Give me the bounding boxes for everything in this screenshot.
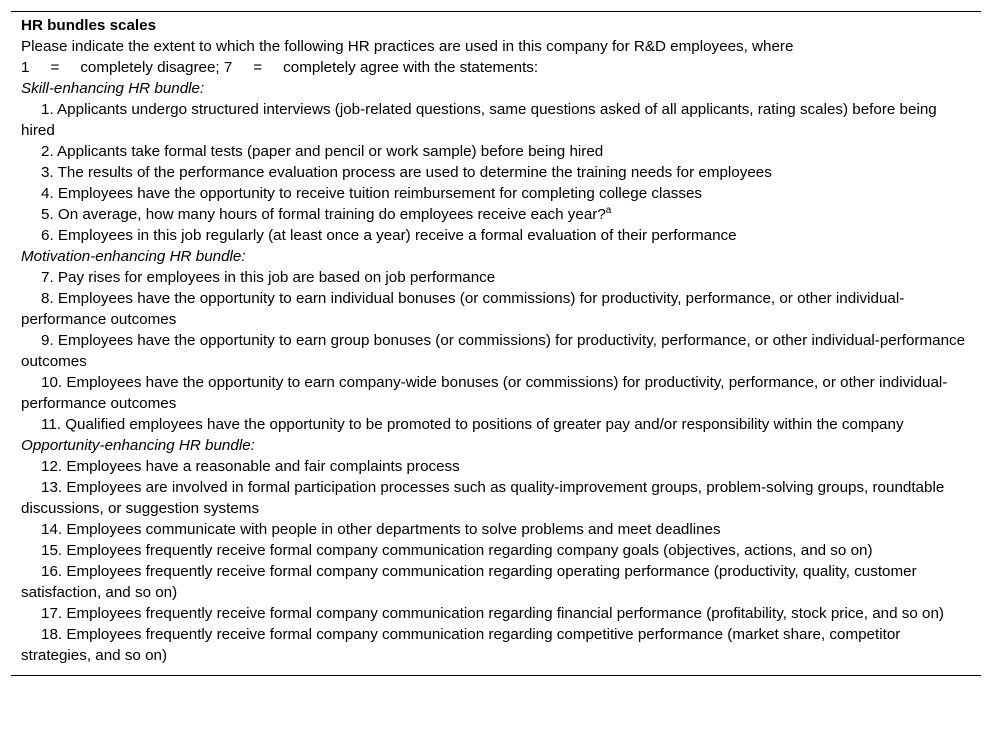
scale-high-label: completely agree with the statements:: [283, 59, 539, 76]
scale-definition: [21, 57, 971, 78]
scale-item-text: 18. Employees frequently receive formal company communication regarding competitive performance (market share, competitor strategies, and so on): [21, 626, 901, 664]
scale-item: [21, 519, 971, 540]
scale-equals-2: =: [253, 59, 263, 76]
scale-item: [21, 414, 971, 435]
scale-item-text: 10. Employees have the opportunity to earn company-wide bonuses (or commissions) for productivity, performance, or other individual-performance outcomes: [21, 374, 948, 412]
scale-item: [21, 603, 971, 624]
table-title: HR bundles scales: [21, 17, 157, 34]
scale-item-text: 6. Employees in this job regularly (at least once a year) receive a formal evaluation of their performance: [41, 227, 737, 244]
scale-item: [21, 540, 971, 561]
scale-item: [21, 183, 971, 204]
scale-item-text: 1. Applicants undergo structured interviews (job-related questions, same questions asked of all applicants, rating scales) before being hired: [21, 101, 937, 139]
scale-item-text: 13. Employees are involved in formal participation processes such as quality-improvement groups, problem-solving groups, roundtable discussions, or suggestion systems: [21, 479, 945, 517]
scale-equals-1: =: [50, 59, 60, 76]
scale-item-text: 3. The results of the performance evaluation process are used to determine the training needs for employees: [41, 164, 772, 181]
scale-item-text: 17. Employees frequently receive formal company communication regarding financial performance (profitability, stock price, and so on): [41, 605, 944, 622]
scale-low-number: 1: [21, 59, 30, 76]
scale-item-text: 15. Employees frequently receive formal company communication regarding company goals (objectives, actions, and so on): [41, 542, 873, 559]
scale-item: [21, 99, 971, 141]
section-heading: Opportunity-enhancing HR bundle:: [21, 437, 255, 454]
scale-item-text: 5. On average, how many hours of formal training do employees receive each year?: [41, 206, 606, 223]
section-heading: Motivation-enhancing HR bundle:: [21, 248, 246, 265]
scale-item-text: 4. Employees have the opportunity to receive tuition reimbursement for completing college classes: [41, 185, 702, 202]
scale-item: [21, 225, 971, 246]
scale-item-text: 12. Employees have a reasonable and fair complaints process: [41, 458, 460, 475]
instruction-text: Please indicate the extent to which the following HR practices are used in this company for R&D employees, where: [21, 38, 794, 55]
scale-item: [21, 288, 971, 330]
section-heading: Skill-enhancing HR bundle:: [21, 80, 205, 97]
scale-item-text: 2. Applicants take formal tests (paper and pencil or work sample) before being hired: [41, 143, 604, 160]
scale-item-text: 7. Pay rises for employees in this job are based on job performance: [41, 269, 496, 286]
sections-container: [21, 78, 971, 666]
scale-item: [21, 477, 971, 519]
footnote-marker: a: [605, 204, 612, 216]
scale-item-text: 14. Employees communicate with people in other departments to solve problems and meet deadlines: [41, 521, 721, 538]
scale-item: [21, 162, 971, 183]
scale-item: [21, 141, 971, 162]
scale-item: [21, 372, 971, 414]
scale-item-text: 11. Qualified employees have the opportunity to be promoted to positions of greater pay and/or responsibility within the company: [41, 416, 904, 433]
scale-item-text: 8. Employees have the opportunity to earn individual bonuses (or commissions) for productivity, performance, or other individual-performance outcomes: [21, 290, 905, 328]
scale-item: [21, 267, 971, 288]
scale-item: [21, 561, 971, 603]
scale-item: [21, 624, 971, 666]
scale-item-text: 9. Employees have the opportunity to earn group bonuses (or commissions) for productivity, performance, or other individual-performance outcomes: [21, 332, 966, 370]
scale-item: [21, 330, 971, 372]
scale-low-label: completely disagree; 7: [80, 59, 233, 76]
scale-item: [21, 204, 971, 225]
scale-item: [21, 456, 971, 477]
hr-bundles-table: [11, 11, 981, 676]
scale-item-text: 16. Employees frequently receive formal company communication regarding operating performance (productivity, quality, customer satisfaction, and so on): [21, 563, 917, 601]
